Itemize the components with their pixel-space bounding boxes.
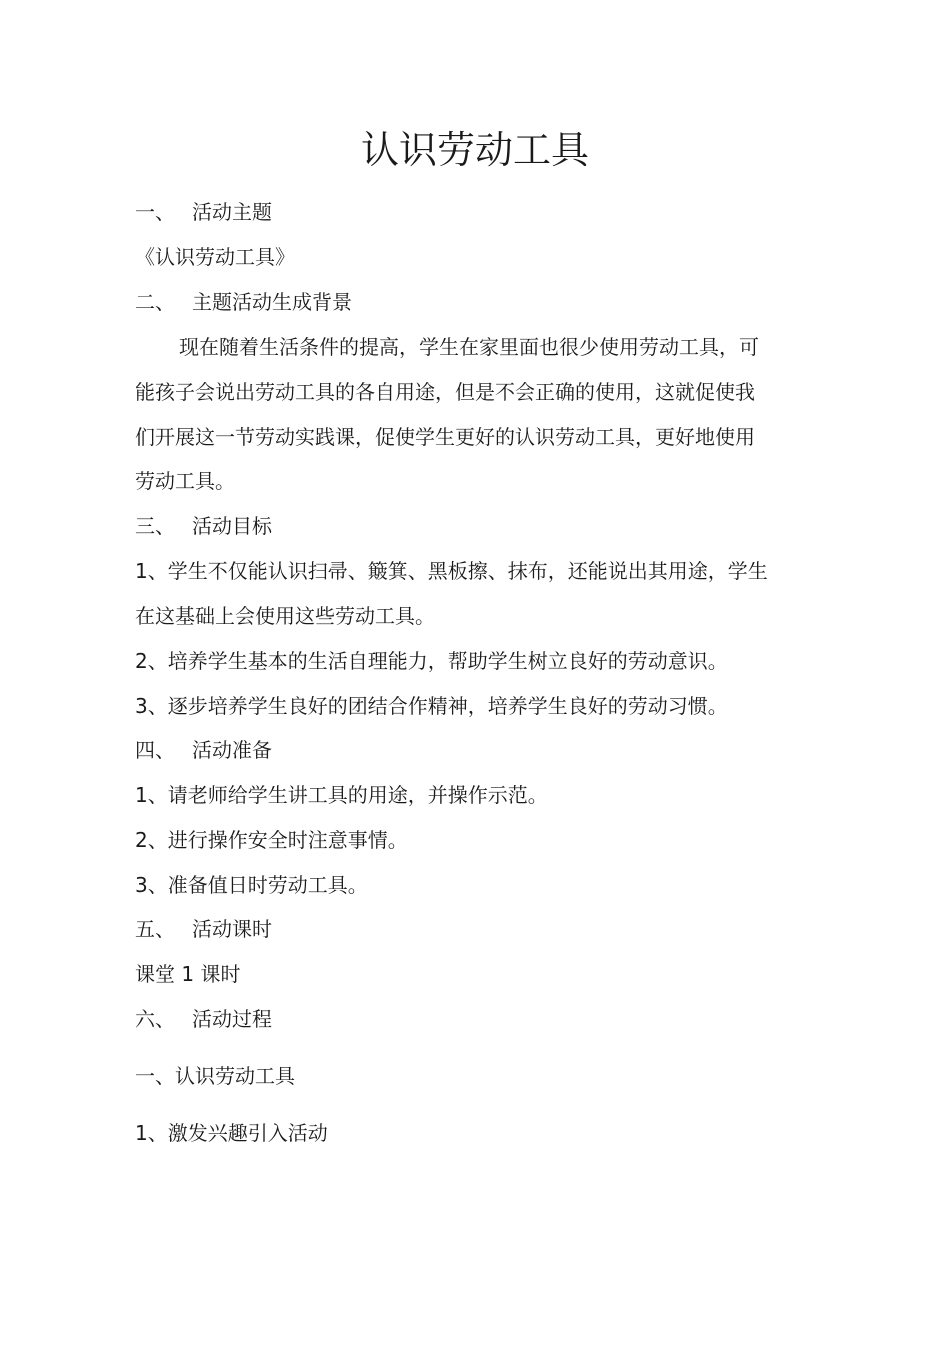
list-item: 3、准备值日时劳动工具。 <box>135 873 368 897</box>
paragraph-line: 现在随着生活条件的提高，学生在家里面也很少使用劳动工具，可 <box>179 335 759 359</box>
section-number: 一、 <box>135 200 175 224</box>
list-item: 在这基础上会使用这些劳动工具。 <box>135 604 435 628</box>
section-1-body: 《认识劳动工具》 <box>135 245 295 269</box>
section-number: 六、 <box>135 1007 175 1031</box>
section-title: 活动主题 <box>192 200 272 224</box>
list-item: 2、培养学生基本的生活自理能力，帮助学生树立良好的劳动意识。 <box>135 649 728 673</box>
paragraph-line: 劳动工具。 <box>135 469 235 493</box>
section-1-heading <box>135 200 272 224</box>
section-4-heading <box>135 738 272 762</box>
section-number: 三、 <box>135 514 175 538</box>
list-item: 3、逐步培养学生良好的团结合作精神，培养学生良好的劳动习惯。 <box>135 694 728 718</box>
section-title: 活动过程 <box>192 1007 272 1031</box>
section-5-heading <box>135 917 272 941</box>
section-6-heading <box>135 1007 272 1031</box>
section-2-heading <box>135 290 352 314</box>
section-title: 活动准备 <box>192 738 272 762</box>
list-item: 1、请老师给学生讲工具的用途，并操作示范。 <box>135 783 548 807</box>
section-5-body: 课堂 1 课时 <box>135 962 241 986</box>
section-number: 五、 <box>135 917 175 941</box>
section-3-heading <box>135 514 272 538</box>
paragraph-line: 们开展这一节劳动实践课，促使学生更好的认识劳动工具，更好地使用 <box>135 425 755 449</box>
subsection-heading: 一、认识劳动工具 <box>135 1064 295 1088</box>
list-item: 2、进行操作安全时注意事情。 <box>135 828 408 852</box>
document-title: 认识劳动工具 <box>360 128 589 172</box>
section-title: 活动目标 <box>192 514 272 538</box>
section-title: 主题活动生成背景 <box>192 290 352 314</box>
paragraph-line: 能孩子会说出劳动工具的各自用途，但是不会正确的使用，这就促使我 <box>135 380 755 404</box>
list-item: 1、学生不仅能认识扫帚、簸箕、黑板擦、抹布，还能说出其用途，学生 <box>135 559 768 583</box>
section-number: 四、 <box>135 738 175 762</box>
section-title: 活动课时 <box>192 917 272 941</box>
section-number: 二、 <box>135 290 175 314</box>
list-item: 1、激发兴趣引入活动 <box>135 1121 328 1145</box>
